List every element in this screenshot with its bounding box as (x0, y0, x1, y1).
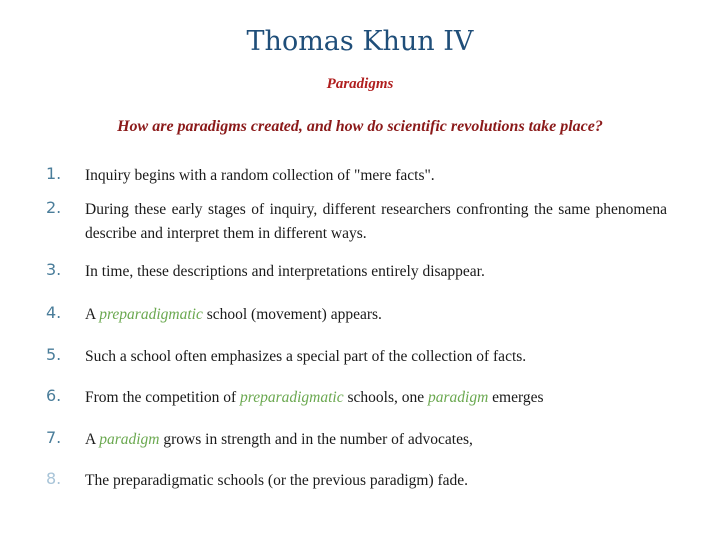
emphasis-term: paradigm (428, 389, 489, 406)
text-segment: schools, one (343, 389, 428, 406)
text-segment: A (85, 431, 100, 448)
list-number: 4. (46, 303, 62, 322)
list-text: The preparadigmatic schools (or the previous paradigm) fade. (85, 472, 469, 489)
list-text: In time, these descriptions and interpretations entirely disappear. (85, 263, 485, 280)
slide-title: Thomas Khun IV (246, 26, 474, 57)
list-text (85, 386, 667, 410)
text-segment: emerges (488, 389, 544, 406)
list-number: 8. (46, 469, 62, 488)
text-segment: school (movement) appears. (202, 306, 382, 323)
list-number: 7. (46, 428, 62, 447)
list-text (85, 303, 667, 327)
text-segment: A (85, 306, 100, 323)
list-text: Inquiry begins with a random collection of "mere facts". (85, 167, 435, 184)
emphasis-term: paradigm (99, 431, 160, 448)
list-text: During these early stages of inquiry, different researchers confronting the same phenomena describe and interpret them in different ways. (85, 201, 667, 242)
emphasis-term: preparadigmatic (99, 306, 203, 323)
list-number: 3. (46, 260, 62, 279)
text-segment: grows in strength and in the number of advocates, (159, 431, 473, 448)
list-number: 1. (46, 164, 62, 183)
list-number: 6. (46, 386, 62, 405)
slide-subtitle: Paradigms (326, 76, 394, 92)
list-number: 5. (46, 345, 62, 364)
list-text: Such a school often emphasizes a special part of the collection of facts. (85, 348, 527, 365)
slide-question: How are paradigms created, and how do scientific revolutions take place? (117, 118, 603, 135)
list-text (85, 428, 667, 452)
list-number: 2. (46, 198, 62, 217)
text-segment: From the competition of (85, 389, 240, 406)
emphasis-term: preparadigmatic (239, 389, 344, 406)
